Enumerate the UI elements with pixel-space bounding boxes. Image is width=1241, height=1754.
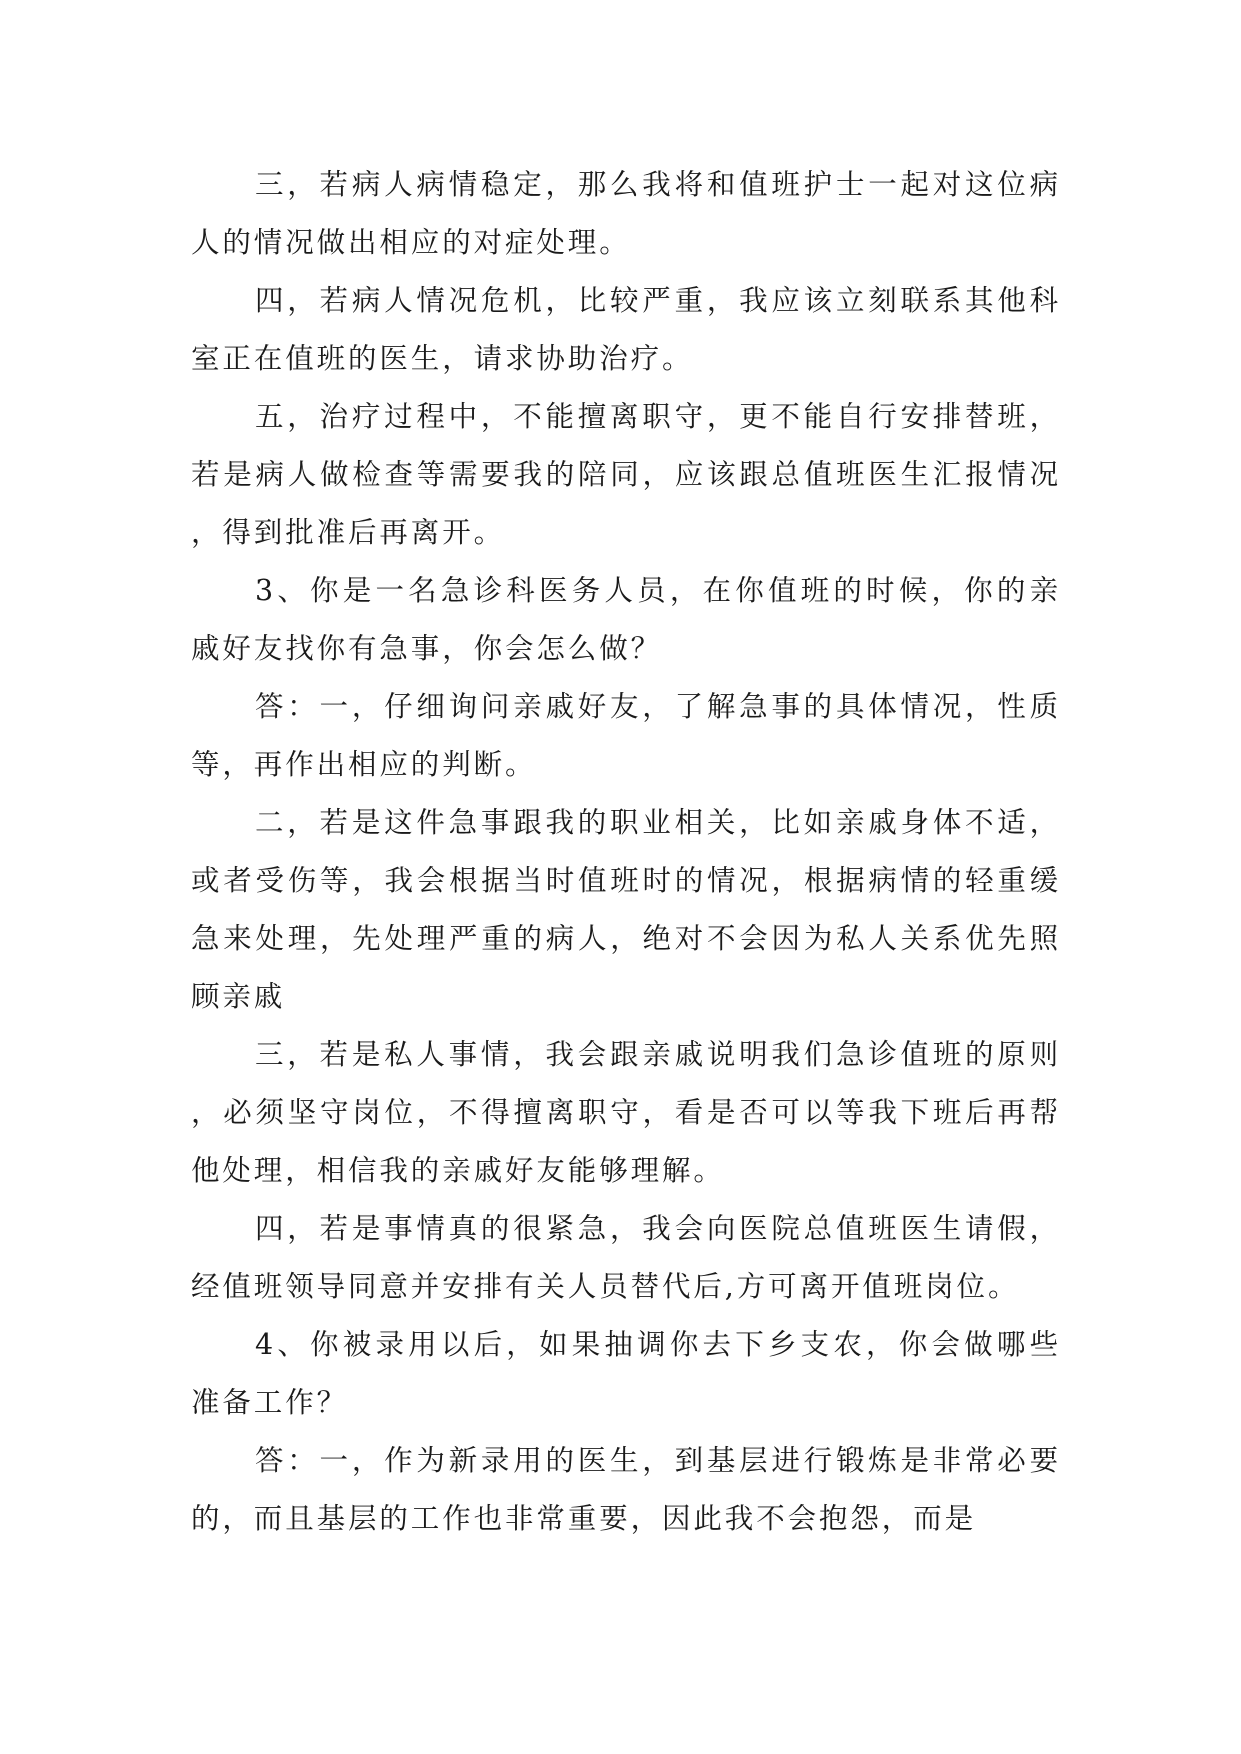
answer-paragraph: 答：一，仔细询问亲戚好友，了解急事的具体情况，性质等，再作出相应的判断。 xyxy=(191,690,1061,781)
question-paragraph: 3、你是一名急诊科医务人员，在你值班的时候，你的亲戚好友找你有急事，你会怎么做？ xyxy=(191,574,1061,665)
paragraph: 四，若是事情真的很紧急，我会向医院总值班医生请假，经值班领导同意并安排有关人员替代后,方可离开值班岗位。 xyxy=(191,1212,1061,1303)
answer-paragraph: 答：一，作为新录用的医生，到基层进行锻炼是非常必要的，而且基层的工作也非常重要，因此我不会抱怨，而是 xyxy=(191,1444,1061,1535)
paragraph: 三，若是私人事情，我会跟亲戚说明我们急诊值班的原则，必须坚守岗位，不得擅离职守，看是否可以等我下班后再帮他处理，相信我的亲戚好友能够理解。 xyxy=(191,1038,1061,1187)
paragraph: 四，若病人情况危机，比较严重，我应该立刻联系其他科室正在值班的医生，请求协助治疗。 xyxy=(191,284,1061,375)
question-paragraph: 4、你被录用以后，如果抽调你去下乡支农，你会做哪些准备工作？ xyxy=(191,1328,1061,1419)
paragraph: 五，治疗过程中，不能擅离职守，更不能自行安排替班，若是病人做检查等需要我的陪同，应该跟总值班医生汇报情况，得到批准后再离开。 xyxy=(191,400,1061,549)
paragraph: 三，若病人病情稳定，那么我将和值班护士一起对这位病人的情况做出相应的对症处理。 xyxy=(191,168,1061,259)
document-body xyxy=(191,156,1061,1548)
paragraph: 二，若是这件急事跟我的职业相关，比如亲戚身体不适，或者受伤等，我会根据当时值班时的情况，根据病情的轻重缓急来处理，先处理严重的病人，绝对不会因为私人关系优先照顾亲戚 xyxy=(191,806,1061,1013)
